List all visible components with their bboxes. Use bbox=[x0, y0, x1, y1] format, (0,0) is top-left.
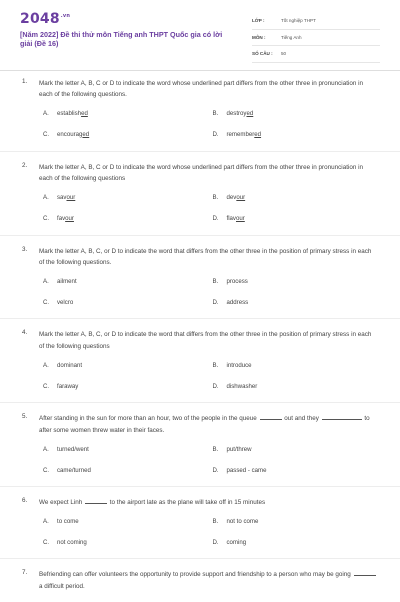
option-text: not to come bbox=[226, 517, 259, 525]
option-letter: D. bbox=[212, 215, 219, 223]
question-number: 2. bbox=[22, 161, 28, 169]
answer-option[interactable] bbox=[39, 110, 209, 117]
answer-option[interactable] bbox=[209, 110, 379, 117]
option-letter: D. bbox=[212, 131, 219, 139]
option-text: turned/went bbox=[57, 445, 89, 453]
option-letter: A. bbox=[43, 361, 49, 369]
header-divider bbox=[0, 70, 400, 71]
option-row bbox=[39, 443, 378, 455]
option-row bbox=[39, 515, 378, 527]
answer-option[interactable] bbox=[39, 362, 209, 369]
question-block bbox=[22, 497, 378, 548]
option-letter: A. bbox=[43, 445, 49, 453]
question-text: Mark the letter A, B, C, or D to indicate the word that differs from the other three in the position of primary stress in each of the following questions bbox=[39, 331, 372, 350]
underlined-part: our bbox=[236, 194, 246, 202]
question-text-part: We expect Linh bbox=[39, 499, 83, 507]
question-separator bbox=[0, 235, 400, 236]
answer-option[interactable] bbox=[209, 383, 379, 390]
answer-blank bbox=[354, 570, 376, 576]
meta-value: Tiếng Anh bbox=[281, 34, 302, 40]
answer-option[interactable] bbox=[39, 467, 209, 474]
question-number: 1. bbox=[22, 78, 28, 85]
answer-option[interactable] bbox=[209, 215, 379, 222]
option-letter: A. bbox=[43, 110, 49, 118]
page-header bbox=[0, 0, 400, 68]
option-text: came/turned bbox=[57, 466, 91, 474]
answer-option[interactable] bbox=[209, 467, 379, 474]
meta-row-class bbox=[252, 13, 380, 30]
question-text-part: After standing in the sun for more than an hour, two of the people in the queue bbox=[39, 415, 257, 423]
meta-row-subject bbox=[252, 30, 380, 47]
question-text: Mark the letter A, B, C or D to indicate the word whose underlined part differs from the other three in pronunciation in each of the following questions bbox=[39, 163, 363, 183]
answer-option[interactable] bbox=[209, 299, 379, 306]
option-text: address bbox=[226, 298, 249, 306]
answer-option[interactable] bbox=[209, 446, 379, 453]
answer-option[interactable] bbox=[209, 131, 379, 138]
question-number: 6. bbox=[22, 497, 28, 505]
question-separator bbox=[0, 402, 400, 403]
option-row bbox=[39, 213, 378, 225]
option-row bbox=[39, 536, 378, 548]
option-letter: B. bbox=[212, 277, 219, 285]
question-number: 4. bbox=[22, 329, 28, 337]
meta-label: MÔN : bbox=[252, 34, 266, 40]
question-block bbox=[22, 78, 378, 141]
answer-option[interactable] bbox=[39, 131, 209, 138]
option-text: remembered bbox=[226, 131, 262, 139]
option-letter: A. bbox=[43, 194, 49, 202]
question-text-part: to after some women threw water in their faces. bbox=[39, 415, 370, 434]
option-text: favour bbox=[57, 215, 74, 223]
question-block bbox=[22, 413, 378, 476]
answer-options bbox=[39, 192, 378, 225]
option-text: ailment bbox=[57, 277, 77, 285]
option-letter: D. bbox=[212, 466, 219, 474]
option-letter: C. bbox=[43, 466, 50, 474]
question-separator bbox=[0, 151, 400, 152]
option-text: dishwasher bbox=[226, 382, 258, 390]
option-text: velcro bbox=[57, 298, 74, 306]
answer-option[interactable] bbox=[209, 518, 379, 525]
answer-option[interactable] bbox=[39, 383, 209, 390]
option-text: flavour bbox=[226, 215, 245, 223]
question-number: 5. bbox=[22, 413, 28, 421]
question-separator bbox=[0, 318, 400, 319]
option-letter: D. bbox=[212, 298, 219, 306]
option-letter: B. bbox=[212, 194, 219, 202]
answer-options bbox=[39, 443, 378, 476]
meta-label: LỚP : bbox=[252, 18, 265, 24]
document-title: [Năm 2022] Đề thi thử môn Tiếng anh THPT Quốc gia có lời giải (Đề 16) bbox=[20, 30, 223, 49]
option-text: established bbox=[57, 110, 88, 118]
option-letter: D. bbox=[212, 382, 219, 390]
option-letter: B. bbox=[212, 445, 219, 453]
answer-option[interactable] bbox=[39, 194, 209, 201]
document-meta bbox=[252, 13, 380, 63]
answer-option[interactable] bbox=[209, 194, 379, 201]
option-letter: C. bbox=[43, 131, 50, 139]
option-text: encouraged bbox=[57, 131, 90, 139]
option-row bbox=[39, 359, 378, 371]
option-text: devour bbox=[226, 194, 246, 202]
underlined-part: our bbox=[235, 215, 245, 223]
question-text-part: Befriending can offer volunteers the opportunity to provide support and friendship to a person who may be going bbox=[39, 571, 351, 579]
answer-options bbox=[39, 108, 378, 141]
option-text: process bbox=[226, 277, 248, 285]
question-list bbox=[0, 78, 400, 602]
option-letter: B. bbox=[212, 361, 219, 369]
option-letter: D. bbox=[212, 538, 219, 546]
question-text bbox=[39, 413, 378, 436]
answer-blank bbox=[260, 414, 282, 420]
meta-value: 50 bbox=[281, 51, 287, 57]
option-text: not coming bbox=[57, 538, 87, 546]
option-letter: C. bbox=[43, 382, 50, 390]
option-text: to come bbox=[57, 517, 79, 525]
option-text: faraway bbox=[57, 382, 79, 390]
question-text: Mark the letter A, B, C or D to indicate the word whose underlined part differs from the other three in pronunciation in each of the following questions. bbox=[39, 80, 363, 99]
question-text bbox=[39, 497, 378, 508]
underlined-part: our bbox=[66, 194, 76, 202]
answer-options bbox=[39, 359, 378, 392]
option-text: dominant bbox=[57, 361, 83, 369]
option-row bbox=[39, 380, 378, 392]
answer-option[interactable] bbox=[39, 278, 209, 285]
answer-blank bbox=[322, 414, 362, 420]
answer-options bbox=[39, 275, 378, 308]
answer-options bbox=[39, 515, 378, 548]
option-text: savour bbox=[57, 194, 76, 202]
underlined-part: ed bbox=[246, 110, 254, 118]
answer-option[interactable] bbox=[39, 446, 209, 453]
option-row bbox=[39, 129, 378, 141]
meta-row-question-count bbox=[252, 46, 380, 63]
answer-option[interactable] bbox=[39, 299, 209, 306]
option-text: passed - came bbox=[226, 466, 267, 474]
question-text bbox=[39, 569, 378, 592]
meta-value: Tốt nghiệp THPT bbox=[281, 18, 316, 24]
question-text-part: a difficult period. bbox=[39, 582, 85, 590]
question-separator bbox=[0, 558, 400, 559]
option-letter: A. bbox=[43, 517, 49, 525]
site-logo[interactable]: $2048^{.vn}$ bbox=[20, 11, 71, 27]
answer-option[interactable] bbox=[39, 518, 209, 525]
question-number: 7. bbox=[22, 569, 28, 577]
question-block bbox=[22, 329, 378, 392]
answer-option[interactable] bbox=[39, 539, 209, 546]
option-text: introduce bbox=[226, 361, 252, 369]
question-number: 3. bbox=[22, 245, 28, 253]
question-separator bbox=[0, 486, 400, 487]
option-letter: A. bbox=[43, 277, 49, 285]
option-row bbox=[39, 192, 378, 204]
question-text-part: out and they bbox=[284, 415, 319, 423]
meta-label: SỐ CÂU : bbox=[252, 51, 273, 57]
question-text: Mark the letter A, B, C, or D to indicate the word that differs from the other three in the position of primary stress in each of the following questions. bbox=[39, 247, 372, 267]
question-block bbox=[22, 246, 378, 309]
answer-option[interactable] bbox=[209, 278, 379, 285]
option-letter: C. bbox=[43, 298, 50, 306]
underlined-part: our bbox=[65, 215, 74, 223]
question-block bbox=[22, 569, 378, 592]
underlined-part: ed bbox=[254, 131, 262, 139]
answer-option[interactable] bbox=[209, 539, 379, 546]
answer-blank bbox=[85, 498, 107, 504]
answer-option[interactable] bbox=[39, 215, 209, 222]
question-block bbox=[22, 162, 378, 225]
question-text-part: to the airport late as the plane will take off in 15 minutes bbox=[109, 499, 266, 507]
option-row bbox=[39, 464, 378, 476]
option-letter: C. bbox=[43, 538, 50, 546]
option-row bbox=[39, 275, 378, 287]
option-text: put/threw bbox=[226, 445, 252, 453]
option-letter: B. bbox=[212, 110, 219, 118]
underlined-part: ed bbox=[82, 131, 90, 139]
option-row bbox=[39, 108, 378, 120]
underlined-part: ed bbox=[81, 110, 88, 118]
option-letter: C. bbox=[43, 215, 50, 223]
option-text: destroyed bbox=[226, 110, 254, 118]
option-letter: B. bbox=[212, 517, 219, 525]
answer-option[interactable] bbox=[209, 362, 379, 369]
option-text: coming bbox=[226, 538, 247, 546]
option-row bbox=[39, 296, 378, 308]
